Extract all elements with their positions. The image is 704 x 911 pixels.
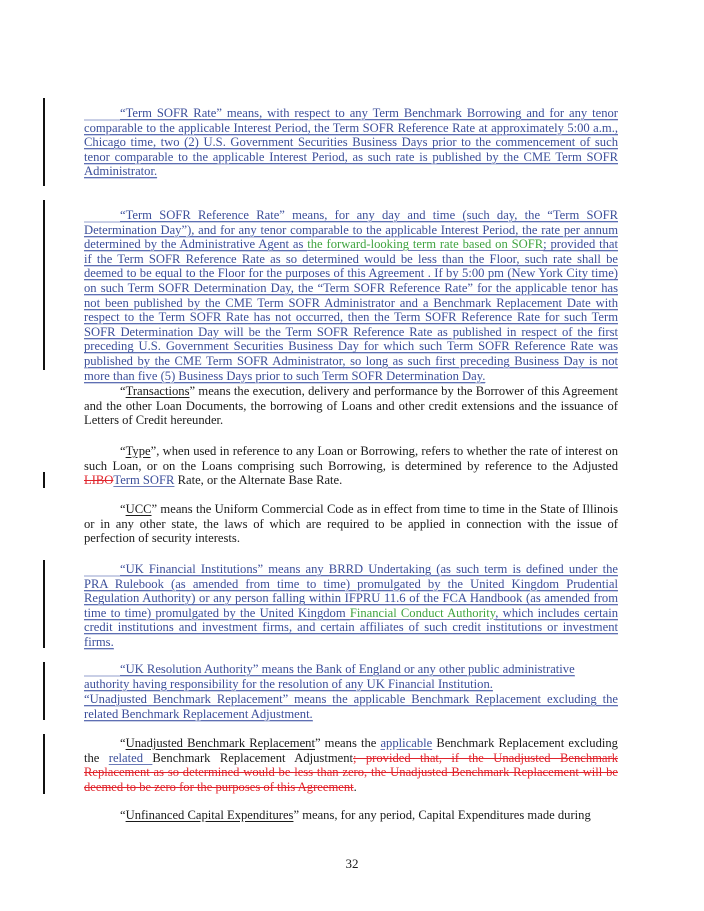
definition-uk-resolution-authority (84, 662, 594, 691)
moved-text: the forward-looking term rate based on SOFR (307, 237, 544, 252)
close-quote: ” (314, 736, 321, 750)
change-bar (43, 560, 45, 648)
change-bar (43, 200, 45, 370)
close-quote: ” (151, 502, 158, 516)
definition-body: Rate, or the Alternate Base Rate. (174, 473, 343, 488)
definition-unadjusted-benchmark-replacement (84, 736, 618, 794)
inserted-text: ; provided that if the Term SOFR Reference Rate as so determined would be less than the Floor, such rate shall be deemed to be equal to the Floor for the purposes of this Agreement . If by 5:00 pm (New York City time) on such Term SOFR Determination Day, the “Term SOFR Reference Rate” for the applicable tenor has not been published by the CME Term SOFR Administrator and a Benchmark Replacement Date with respect to the Term SOFR Rate has not occurred, then the Term SOFR Reference Rate for such Term SOFR Determination Day will be the Term SOFR Reference Rate as published in respect of the first preceding U.S. Government Securities Business Day for which such Term SOFR Reference Rate was published by the CME Term SOFR Administrator, so long as such first preceding Business Day is not more than five (5) Business Days prior to such Term SOFR Determination Day. (84, 237, 618, 383)
definition-body: . (353, 779, 357, 794)
inserted-text: related (108, 750, 153, 765)
inserted-text: , which includes certain credit institutions and investment firms, and certain affiliates of such credit institutions or investment firms. (84, 605, 618, 649)
deleted-text: ; provided that, if the Unadjusted Benchmark Replacement as so determined would be less than zero, the Unadjusted Benchmark Replacement will be deemed to be zero for the purposes of this Agreement (84, 750, 619, 794)
close-quote: ” (293, 808, 300, 822)
defined-term: UCC (125, 502, 152, 516)
definition-term-sofr-rate (84, 106, 618, 179)
definition-unadjusted-benchmark-replacement-inserted (84, 692, 618, 721)
inserted-text: Term SOFR (113, 473, 175, 488)
change-bar (43, 734, 45, 794)
inserted-text: “Term SOFR Rate” means, with respect to any Term Benchmark Borrowing and for any tenor comparable to the applicable Interest Period, the Term SOFR Reference Rate at approximately 5:00 a.m., Chicago time, two (2) U.S. Government Securities Business Days prior to the commencement of such tenor comparable to the applicable Interest Period, as such rate is published by the CME Term SOFR Administrator. (84, 106, 618, 179)
defined-term: Unadjusted Benchmark Replacement (125, 736, 315, 750)
deleted-text: LIBO (84, 473, 114, 488)
definition-unfinanced-capital-expenditures (84, 808, 618, 823)
definition-term-sofr-reference-rate (84, 208, 618, 383)
inserted-text: applicable (380, 736, 433, 750)
inserted-text: “UK Financial Institutions” means any BRRD Undertaking (as such term is defined under the PRA Rulebook (as amended from time to time) promulgated by the United Kingdom Prudential Regulation Authority) or any person falling within IFPRU 11.6 of the FCA Handbook (as amended from time to time) promulgated by the United Kingdom (84, 562, 618, 620)
inserted-text: “Term SOFR Reference Rate” means, for any day and time (such day, the “Term SOFR Determination Day”), and for any tenor comparable to the applicable Interest Period, the rate per annum determined by the Administrative Agent as (84, 208, 618, 252)
change-bar (43, 472, 45, 488)
definition-body: means the Uniform Commercial Code as in effect from time to time in the State of Illinois or in any other state, the laws of which are required to be applied in connection with the issue of perfection of security interests. (84, 502, 618, 546)
definition-uk-financial-institutions (84, 562, 618, 650)
definition-body: means the (320, 736, 381, 750)
inserted-text: “Unadjusted Benchmark Replacement” means the applicable Benchmark Replacement excluding the related Benchmark Replacement Adjustment. (84, 692, 618, 721)
change-bar (43, 98, 45, 186)
close-quote: ” (189, 384, 196, 398)
definition-body: means the execution, delivery and performance by the Borrower of this Agreement and the other Loan Documents, the borrowing of Loans and other credit extensions and the issuance of Letters of Credit hereunder. (84, 384, 618, 428)
definition-body: , when used in reference to any Loan or Borrowing, refers to whether the rate of interest on such Loan, or on the Loans comprising such Borrowing, is determined by reference to the Adjusted (84, 444, 618, 473)
defined-term: Type (125, 444, 151, 458)
defined-term: Unfinanced Capital Expenditures (125, 808, 294, 822)
moved-text: Financial Conduct Authority (349, 605, 496, 620)
open-quote: “ (120, 502, 126, 516)
defined-term: Transactions (125, 384, 190, 398)
open-quote: “ (120, 444, 126, 458)
open-quote: “ (120, 384, 126, 398)
inserted-text: “UK Resolution Authority” means the Bank of England or any other public administrative authority having responsibility for the resolution of any UK Financial Institution. (84, 662, 575, 691)
close-quote: ” (150, 444, 157, 458)
open-quote: “ (120, 808, 126, 822)
definition-body: Benchmark Replacement Adjustment (152, 750, 354, 765)
open-quote: “ (120, 736, 126, 750)
definition-body: means, for any period, Capital Expenditures made during (299, 808, 591, 822)
definition-body: Benchmark Replacement excluding the (84, 736, 618, 765)
definition-ucc (84, 502, 618, 546)
definition-transactions (84, 384, 618, 428)
page-number: 32 (345, 856, 359, 871)
definition-type (84, 444, 618, 488)
change-bar (43, 662, 45, 720)
